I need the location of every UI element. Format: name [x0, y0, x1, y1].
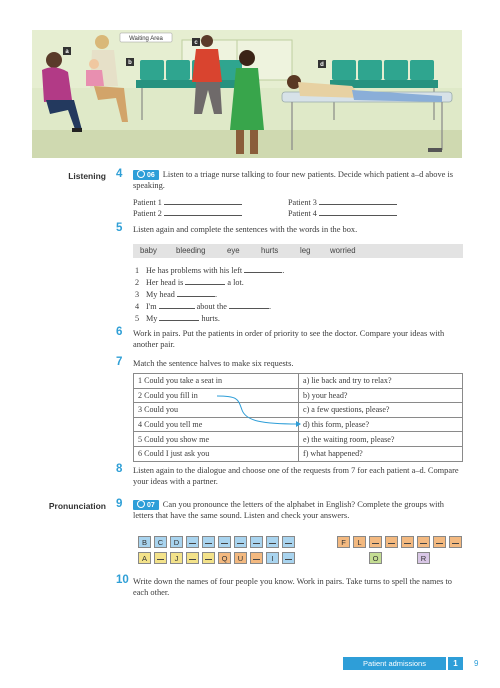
answer-blank[interactable]	[319, 196, 397, 205]
answer-blank[interactable]	[229, 300, 269, 309]
letter-cell: B	[138, 536, 151, 548]
left-half-6[interactable]: 6 Could I just ask you	[134, 446, 299, 461]
tag-d	[318, 60, 326, 68]
left-half-1[interactable]: 1 Could you take a seat in	[134, 374, 299, 389]
left-half-3[interactable]: 3 Could you	[134, 403, 299, 418]
page-number: 9	[474, 659, 479, 668]
exercise-9-text: Can you pronounce the letters of the alphabet in English? Complete the groups with letters that have the same sound. Listen and check your answers.	[133, 500, 444, 521]
section-label-pronunciation: Pronunciation	[48, 501, 106, 511]
letter-blank[interactable]	[202, 552, 215, 564]
letter-blank[interactable]	[401, 536, 414, 548]
right-half-c[interactable]: c) a few questions, please?	[299, 403, 463, 418]
exercise-6-instruction: Work in pairs. Put the patients in order of priority to see the doctor. Compare your ideas with another pair.	[133, 329, 445, 350]
exercise-10-number: 10	[116, 574, 129, 586]
svg-text:d: d	[320, 62, 324, 68]
patient-2-answer: Patient 2	[133, 207, 242, 218]
matching-table	[133, 373, 463, 462]
section-label-listening: Listening	[68, 171, 106, 181]
letter-blank[interactable]	[186, 552, 199, 564]
answer-blank[interactable]	[164, 207, 242, 216]
table-row	[134, 417, 463, 432]
word-bleeding: bleeding	[176, 246, 206, 255]
footer-title: Patient admissions	[363, 659, 426, 668]
patient-4-answer: Patient 4	[288, 207, 397, 218]
tag-b	[126, 58, 134, 66]
left-half-5[interactable]: 5 Could you show me	[134, 432, 299, 447]
audio-track-06-button[interactable]: 06	[133, 170, 159, 180]
answer-blank[interactable]	[319, 207, 397, 216]
right-half-e[interactable]: e) the waiting room, please?	[299, 432, 463, 447]
letter-cell: R	[417, 552, 430, 564]
letter-blank[interactable]	[369, 536, 382, 548]
svg-text:c: c	[194, 40, 198, 46]
exercise-9-number: 9	[116, 498, 123, 510]
letter-blank[interactable]	[385, 536, 398, 548]
exercise-4-number: 4	[116, 168, 123, 180]
answer-blank[interactable]	[159, 300, 195, 309]
exercise-4-text: Listen to a triage nurse talking to four new patients. Decide which patient a–d above is speaking.	[133, 170, 454, 191]
answer-blank[interactable]	[159, 312, 199, 321]
answer-blank[interactable]	[164, 196, 242, 205]
exercise-5-instruction: Listen again and complete the sentences with the words in the box.	[133, 225, 358, 234]
waiting-area-sign	[120, 33, 172, 42]
answer-blank[interactable]	[185, 276, 225, 285]
letter-cell: U	[234, 552, 247, 564]
letter-blank[interactable]	[250, 552, 263, 564]
letter-blank[interactable]	[186, 536, 199, 548]
left-half-4[interactable]: 4 Could you tell me	[134, 417, 299, 432]
word-worried: worried	[330, 246, 356, 255]
table-row	[134, 374, 463, 389]
letter-blank[interactable]	[154, 552, 167, 564]
letter-cell: D	[170, 536, 183, 548]
table-row	[134, 388, 463, 403]
footer-title-bar	[343, 657, 446, 670]
letter-blank[interactable]	[234, 536, 247, 548]
sentence-4: 4 I'm about the .	[135, 302, 272, 311]
letter-blank[interactable]	[433, 536, 446, 548]
audio-track-07-button[interactable]: 07	[133, 500, 159, 510]
answer-blank[interactable]	[244, 264, 282, 273]
right-half-d[interactable]: d) this form, please?	[299, 417, 463, 432]
table-row	[134, 432, 463, 447]
table-row	[134, 446, 463, 461]
letter-cell: C	[154, 536, 167, 548]
table-row	[134, 403, 463, 418]
tag-c	[192, 38, 200, 46]
letter-blank[interactable]	[282, 536, 295, 548]
letter-cell: O	[369, 552, 382, 564]
tag-a	[63, 47, 71, 55]
letter-blank[interactable]	[282, 552, 295, 564]
letter-blank[interactable]	[250, 536, 263, 548]
exercise-5-number: 5	[116, 222, 123, 234]
letter-cell: J	[170, 552, 183, 564]
exercise-4-instruction	[133, 169, 463, 191]
right-half-b[interactable]: b) your head?	[299, 388, 463, 403]
right-half-a[interactable]: a) lie back and try to relax?	[299, 374, 463, 389]
letter-cell: A	[138, 552, 151, 564]
audio-disc-icon	[137, 500, 145, 508]
svg-text:a: a	[65, 49, 69, 55]
letter-cell: I	[266, 552, 279, 564]
sentence-1: 1 He has problems with his left .	[135, 266, 285, 275]
svg-text:Waiting Area: Waiting Area	[129, 36, 163, 42]
letter-blank[interactable]	[417, 536, 430, 548]
letter-cell: F	[337, 536, 350, 548]
svg-text:b: b	[128, 60, 132, 66]
left-half-2[interactable]: 2 Could you fill in	[134, 388, 299, 403]
exercise-9-instruction	[133, 499, 463, 521]
letter-cell: Q	[218, 552, 231, 564]
letter-blank[interactable]	[218, 536, 231, 548]
exercise-8-instruction: Listen again to the dialogue and choose one of the requests from 7 for each patient a–d. Compare your ideas with a partner.	[133, 466, 459, 487]
word-box	[133, 244, 463, 258]
answer-blank[interactable]	[177, 288, 215, 297]
word-baby: baby	[140, 246, 157, 255]
sentence-3: 3 My head .	[135, 290, 217, 299]
letter-blank[interactable]	[202, 536, 215, 548]
letter-blank[interactable]	[449, 536, 462, 548]
word-hurts: hurts	[261, 246, 279, 255]
right-half-f[interactable]: f) what happened?	[299, 446, 463, 461]
word-eye: eye	[227, 246, 240, 255]
letter-blank[interactable]	[266, 536, 279, 548]
exercise-6-number: 6	[116, 326, 123, 338]
exercise-10-instruction: Write down the names of four people you know. Work in pairs. Take turns to spell the names to each other.	[133, 577, 452, 598]
patient-3-answer: Patient 3	[288, 196, 397, 207]
word-leg: leg	[300, 246, 311, 255]
exercise-7-instruction: Match the sentence halves to make six requests.	[133, 359, 294, 368]
patient-1-answer: Patient 1	[133, 196, 242, 207]
exercise-8-number: 8	[116, 463, 123, 475]
unit-number-badge: 1	[448, 657, 463, 670]
exercise-7-number: 7	[116, 356, 123, 368]
sentence-5: 5 My hurts.	[135, 314, 220, 323]
sentence-2: 2 Her head is a lot.	[135, 278, 244, 287]
waiting-area-illustration	[32, 30, 462, 158]
audio-disc-icon	[137, 170, 145, 178]
letter-cell: L	[353, 536, 366, 548]
